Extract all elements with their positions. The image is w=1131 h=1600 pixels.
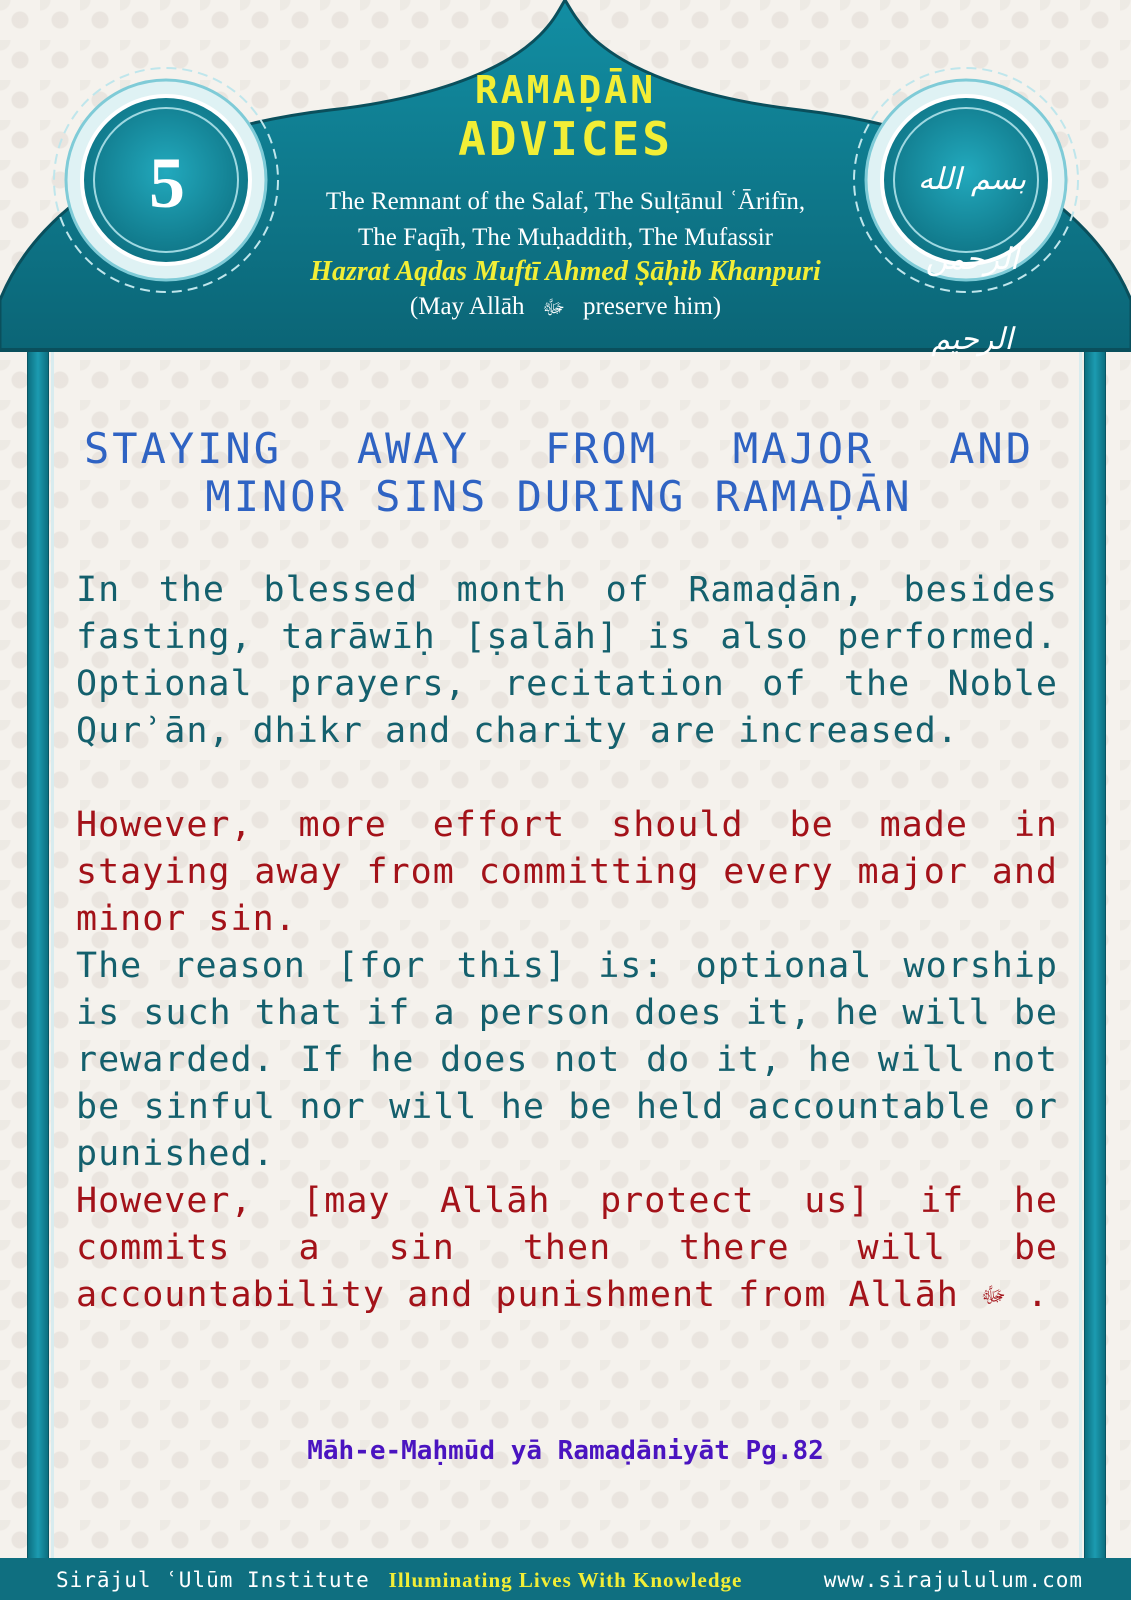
jalla-jalaluhu-inline-glyph: ﷻ [980,1283,1006,1309]
author-name: Hazrat Aqdas Muftī Ahmed Ṣāḥib Khanpuri [310,256,821,287]
paragraph-3: The reason [for this] is: optional worship is such that if a person does it, he will be rewarded. If he does not do it, he will not be sinful nor will he be held accountable or punished. [76,946,1058,1174]
article-title-line1: STAYING AWAY FROM MAJOR AND [84,424,1034,473]
paragraph-2: However, more effort should be made in staying away from committing every major and minor sin. [76,805,1058,939]
preserve-before: (May Allāh [409,293,525,320]
footer-tagline: Illuminating Lives With Knowledge [388,1568,743,1592]
preserve-after: preserve him) [582,293,722,320]
footer-website-link[interactable]: www.sirajululum.com [823,1568,1083,1592]
header-title-advices: ADVICES [458,112,673,166]
header-subtitle-2: The Faqīh, The Muḥaddith, The Mufassir [358,224,773,251]
paragraph-4-text: However, [may Allāh protect us] if he commits a sin then there will be accountability and punishment from Allāh [76,1181,1058,1315]
footer-institute: Sirājul ʿUlūm Institute [56,1568,370,1592]
header-subtitle-1: The Remnant of the Salaf, The Sulṭānul ʿĀrifīn, [325,188,806,215]
paragraph-4-end: . [1005,1275,1048,1315]
header-title-ramadan: RAMAḌĀN [474,68,657,112]
preserve-line [0,293,1131,324]
footer-bar [0,1558,1131,1600]
bismillah-calligraphy: بسم الله الرحمن الرحيم [917,162,1027,357]
paragraph-1: In the blessed month of Ramaḍān, besides fasting, tarāwīḥ [ṣalāh] is also performed. Optional prayers, recitation of the Noble Qurʾān, dhikr and charity are increased. [76,570,1058,751]
article-title-line2: MINOR SINS DURING RAMAḌĀN [205,472,913,521]
jalla-jalaluhu-glyph: ﷻ [542,297,565,319]
right-pillar [1084,340,1106,1562]
left-pillar [27,340,49,1562]
source-reference: Māh-e-Maḥmūd yā Ramaḍāniyāt Pg.82 [307,1436,824,1466]
paragraph-4 [76,1178,1058,1320]
advice-number: 5 [149,143,185,223]
